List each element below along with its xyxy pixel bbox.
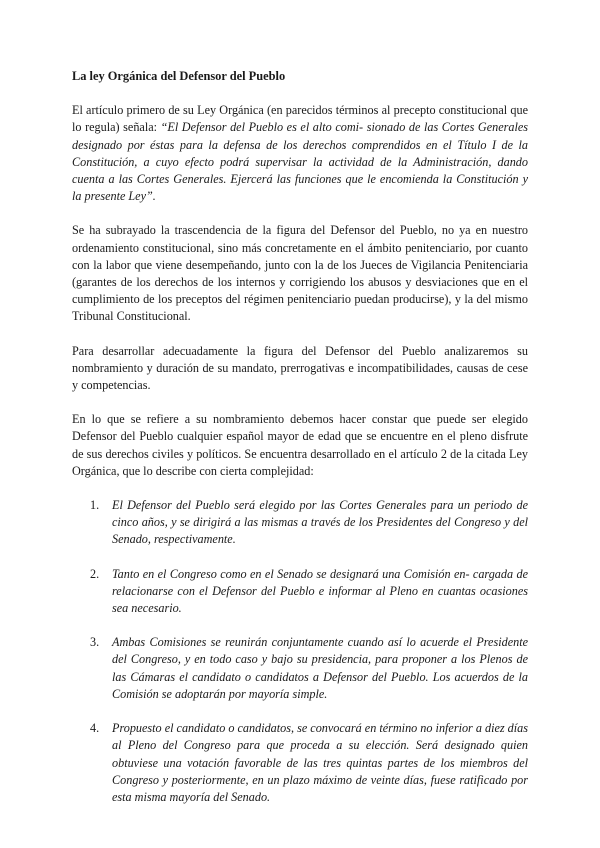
paragraph-appointment: En lo que se refiere a su nombramiento debemos hacer constar que puede ser elegido Defensor del Pueblo cualquier español mayor de edad que se encuentre en el pleno disfrute de sus derechos civiles y políticos. Se encuentra desarrollado en el artículo 2 de la citada Ley Orgánica, que lo describe con cierta complejidad: (72, 412, 528, 478)
paragraph-analysis-plan: Para desarrollar adecuadamente la figura del Defensor del Pueblo analizaremos su nombramiento y duración de su mandato, prerrogativas e incompatibilidades, causas de cese y competencias. (72, 343, 528, 393)
list-item-text: El Defensor del Pueblo será elegido por las Cortes Generales para un periodo de cinco años, y se dirigirá a las mismas a través de los Presidentes del Congreso y del Senado, respectivamente. (112, 498, 528, 547)
list-item-text: Propuesto el candidato o candidatos, se convocará en término no inferior a diez días al Pleno del Congreso para que proceda a su elección. Será designado quien obtuviese una votación favorable de las tres quintas partes de los miembros del Congreso y posteriormente, en un plazo máximo de veinte días, fuese ratificado por esta misma mayoría del Senado. (112, 721, 528, 804)
list-item (90, 497, 528, 549)
paragraph-significance: Se ha subrayado la trascendencia de la figura del Defensor del Pueblo, no ya en nuestro ordenamiento constitucional, sino más concretamente en el ámbito penitenciario, por cuanto con la labor que viene desempeñando, junto con la de los Jueces de Vigilancia Penitenciaria (garantes de los derechos de los internos y corrigiendo los abusos y desviaciones que en el cumplimiento de los preceptos del régimen penitenciario puedan producirse), y la del mismo Tribunal Constitucional. (72, 223, 528, 324)
list-item (90, 720, 528, 806)
list-item-text: Tanto en el Congreso como en el Senado se designará una Comisión en- cargada de relacionarse con el Defensor del Pueblo e informar al Pleno en cuantas ocasiones sea necesario. (112, 566, 528, 616)
list-item-number: 1. (90, 498, 100, 513)
list-item (90, 634, 528, 703)
article-two-list (72, 497, 528, 806)
list-item-number: 2. (90, 566, 100, 581)
document-title: La ley Orgánica del Defensor del Pueblo (72, 69, 286, 83)
paragraph-article-one (72, 102, 528, 205)
list-item-number: 3. (90, 635, 100, 650)
list-item-number: 4. (90, 721, 100, 736)
list-item-text: Ambas Comisiones se reunirán conjuntamente cuando así lo acuerde el Presidente del Congreso, y en todo caso y bajo su presidencia, para proponer a los Plenos de las Cámaras el candidato o candidatos a Defensor del Pueblo. Los acuerdos de la Comisión se adoptarán por mayoría simple. (112, 635, 528, 701)
article-one-quote: “El Defensor del Pueblo es el alto comi- sionado de las Cortes Generales designado por éstas para la defensa de los derechos comprendidos en el Título I de la Constitución, a cuyo efecto podrá supervisar la actividad de la Administración, dando cuenta a las Cortes Generales. Ejercerá las funciones que le encomienda la Constitución y la presente Ley”. (72, 120, 528, 204)
list-item (90, 566, 528, 618)
paragraph-article-one-intro: El artículo primero de su Ley Orgánica (en parecidos términos al precepto constitucional que lo regula) señala: (72, 103, 528, 135)
